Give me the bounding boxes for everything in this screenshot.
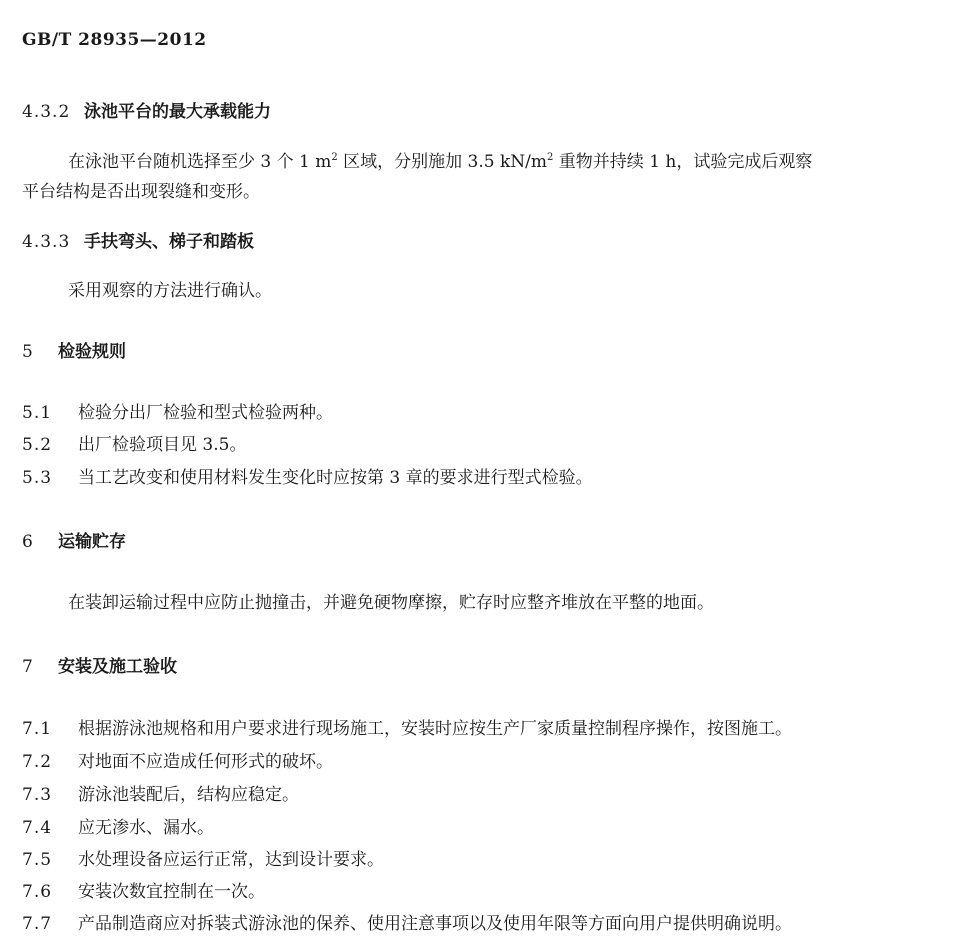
- item-text: 根据游泳池规格和用户要求进行现场施工，安装时应按生产厂家质量控制程序操作，按图施工。: [78, 719, 792, 739]
- superscript: 2: [331, 152, 338, 163]
- paragraph-4-3-3: 采用观察的方法进行确认。: [68, 281, 272, 301]
- list-item: [22, 466, 593, 490]
- heading-6: [22, 530, 126, 554]
- item-text: 产品制造商应对拆装式游泳池的保养、使用注意事项以及使用年限等方面向用户提供明确说明。: [78, 914, 792, 934]
- paragraph-text: 区域，分别施加 3.5 kN/m: [337, 152, 548, 172]
- list-item: [22, 816, 214, 840]
- heading-title: 安装及施工验收: [58, 657, 177, 677]
- item-number: 7.1: [22, 719, 53, 739]
- item-number: 5.2: [22, 435, 53, 455]
- item-number: 7.3: [22, 785, 53, 805]
- heading-number: 5: [22, 342, 34, 362]
- standard-code: GB/T 28935—2012: [22, 30, 207, 50]
- paragraph-6: 在装卸运输过程中应防止抛撞击，并避免硬物摩擦，贮存时应整齐堆放在平整的地面。: [68, 593, 714, 613]
- list-item: [22, 880, 265, 904]
- heading-number: 4.3.2: [22, 102, 71, 122]
- item-text: 游泳池装配后，结构应稳定。: [78, 785, 299, 805]
- heading-title: 手扶弯头、梯子和踏板: [84, 232, 254, 252]
- heading-number: 4.3.3: [22, 232, 71, 252]
- heading-title: 泳池平台的最大承载能力: [84, 102, 271, 122]
- item-text: 对地面不应造成任何形式的破坏。: [78, 752, 333, 772]
- item-text: 检验分出厂检验和型式检验两种。: [78, 403, 333, 423]
- superscript: 2: [547, 152, 554, 163]
- item-text: 当工艺改变和使用材料发生变化时应按第 3 章的要求进行型式检验。: [78, 468, 593, 488]
- list-item: [22, 750, 333, 774]
- list-item: [22, 848, 384, 872]
- item-text: 安装次数宜控制在一次。: [78, 882, 265, 902]
- paragraph-text: 重物并持续 1 h，试验完成后观察: [553, 152, 813, 172]
- paragraph-4-3-2-line1: [68, 150, 812, 174]
- list-item: [22, 401, 333, 425]
- item-number: 7.6: [22, 882, 53, 902]
- item-number: 7.2: [22, 752, 53, 772]
- heading-5: [22, 340, 126, 364]
- heading-4-3-3: [22, 230, 254, 254]
- list-item: [22, 783, 299, 807]
- item-number: 5.1: [22, 403, 53, 423]
- heading-number: 6: [22, 532, 34, 552]
- heading-7: [22, 655, 177, 679]
- item-number: 7.5: [22, 850, 53, 870]
- heading-number: 7: [22, 657, 34, 677]
- list-item: [22, 912, 792, 936]
- paragraph-4-3-2-line2: 平台结构是否出现裂缝和变形。: [22, 182, 260, 202]
- list-item: [22, 433, 246, 457]
- list-item: [22, 717, 792, 741]
- item-text: 出厂检验项目见 3.5。: [78, 435, 247, 455]
- item-number: 5.3: [22, 468, 53, 488]
- item-text: 水处理设备应运行正常，达到设计要求。: [78, 850, 384, 870]
- paragraph-text: 在泳池平台随机选择至少 3 个 1 m: [68, 152, 332, 172]
- heading-title: 检验规则: [58, 342, 126, 362]
- item-number: 7.4: [22, 818, 53, 838]
- heading-title: 运输贮存: [58, 532, 126, 552]
- item-text: 应无渗水、漏水。: [78, 818, 214, 838]
- item-number: 7.7: [22, 914, 53, 934]
- heading-4-3-2: [22, 100, 271, 124]
